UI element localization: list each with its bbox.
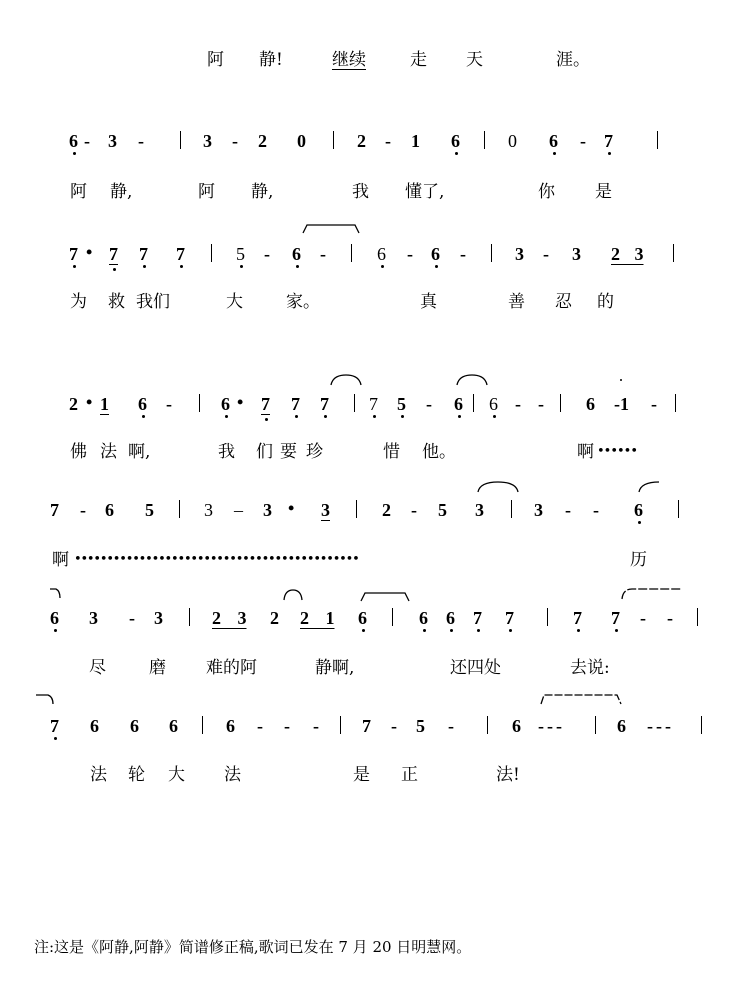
barline [354, 394, 355, 412]
note: 3 [154, 608, 163, 628]
note: 7 [604, 131, 613, 151]
title-word: 继续 [332, 50, 366, 70]
note: - [593, 500, 599, 520]
note: 6 [69, 131, 78, 151]
note: 6 [617, 716, 626, 736]
lyric: 我 [218, 442, 235, 462]
note: 7 [50, 716, 59, 736]
note: 7 [291, 394, 300, 414]
tie-mark [455, 373, 489, 387]
note: 6 [169, 716, 178, 736]
note: - [448, 716, 454, 736]
slur-mark [620, 586, 684, 600]
note: 7 [261, 394, 270, 414]
lyric: 们 [256, 442, 273, 462]
note: - [411, 500, 417, 520]
note: – [234, 500, 243, 520]
note: - [407, 244, 413, 264]
note: 6 [50, 608, 59, 628]
lyric: 啊, [128, 442, 151, 462]
note: • [86, 392, 93, 412]
note: 7 [611, 608, 620, 628]
note: 3 [515, 244, 524, 264]
note: - [320, 244, 326, 264]
lyric: 静, [110, 182, 133, 202]
slur-mark [359, 590, 411, 602]
title-word: 天 [466, 50, 483, 70]
barline [547, 608, 548, 626]
barline [202, 716, 203, 734]
note: 7 [176, 244, 185, 264]
lyric: 大 [168, 765, 185, 785]
lyric: 正 [401, 765, 418, 785]
lyric: 静啊, [315, 658, 355, 678]
lyric: 要 [280, 442, 297, 462]
low-octave-dot [435, 265, 438, 268]
low-octave-dot [142, 415, 145, 418]
note: 6 [377, 244, 386, 264]
barline [678, 500, 679, 518]
note: 0 [508, 131, 517, 151]
low-octave-dot [455, 152, 458, 155]
lyric: 的 [597, 292, 614, 312]
low-octave-dot [324, 415, 327, 418]
note: 6 [221, 394, 230, 414]
note: 2 3 [212, 608, 247, 628]
note: 2 1 [300, 608, 335, 628]
note: 6 [226, 716, 235, 736]
lyric: 去说: [570, 658, 610, 678]
note: - [264, 244, 270, 264]
note: - [515, 394, 521, 414]
lyric: 尽 [89, 658, 106, 678]
note: 6 [512, 716, 521, 736]
lyric: 法! [496, 765, 520, 785]
lyric-dots: •••••• [597, 444, 638, 459]
note: 2 [69, 394, 78, 414]
note: 6 [90, 716, 99, 736]
slur-mark [48, 586, 62, 600]
low-octave-dot [240, 265, 243, 268]
note: 3 [321, 500, 330, 520]
lyric: 我 [352, 182, 369, 202]
barline [484, 131, 485, 149]
low-octave-dot [615, 629, 618, 632]
barline [392, 608, 393, 626]
barline [673, 244, 674, 262]
low-octave-dot [477, 629, 480, 632]
note: - [313, 716, 319, 736]
note: 3 [475, 500, 484, 520]
low-octave-dot [225, 415, 228, 418]
note: - [580, 131, 586, 151]
lyric: 我们 [136, 292, 170, 312]
note: - [667, 608, 673, 628]
note: 7 [139, 244, 148, 264]
note: - [538, 394, 544, 414]
note: 0 [297, 131, 306, 151]
note: 7 [505, 608, 514, 628]
barline [211, 244, 212, 262]
note: 3 [534, 500, 543, 520]
low-octave-dot [401, 415, 404, 418]
lyric: 惜 [383, 442, 400, 462]
low-octave-dot [509, 629, 512, 632]
note: 7 [362, 716, 371, 736]
lyric: 法 [100, 442, 117, 462]
low-octave-dot [577, 629, 580, 632]
note: --- [538, 716, 565, 736]
lyric: 是 [595, 182, 612, 202]
slur-mark [476, 480, 520, 494]
tie-mark [329, 373, 363, 387]
barline [657, 131, 658, 149]
low-octave-dot [381, 265, 384, 268]
note: - [385, 131, 391, 151]
lyric: 家。 [286, 292, 320, 312]
lyric: 他。 [422, 442, 456, 462]
note: 6 [451, 131, 460, 151]
note: - [426, 394, 432, 414]
note: 3 [204, 500, 213, 520]
lyric: 难的阿 [206, 658, 257, 678]
lyric: 救 [108, 292, 125, 312]
barline [701, 716, 702, 734]
note: 6 [549, 131, 558, 151]
note: - [129, 608, 135, 628]
note: - [284, 716, 290, 736]
footnote: 注:这是《阿静,阿静》简谱修正稿,歌词已发在 7 月 20 日明慧网。 [34, 938, 472, 956]
barline [487, 716, 488, 734]
low-octave-dot [493, 415, 496, 418]
note: 7 [109, 244, 118, 264]
note: - [232, 131, 238, 151]
barline [351, 244, 352, 262]
lyric: 佛 [70, 442, 87, 462]
note: 5 [438, 500, 447, 520]
lyric: 啊 [577, 442, 594, 462]
note: 3 [203, 131, 212, 151]
note: 7 [573, 608, 582, 628]
lyric: 阿 [198, 182, 215, 202]
note: 6 [419, 608, 428, 628]
low-octave-dot [113, 268, 116, 271]
low-octave-dot [423, 629, 426, 632]
lyric: 历 [630, 550, 647, 570]
low-octave-dot [265, 418, 268, 421]
note: 3 [572, 244, 581, 264]
barline [560, 394, 561, 412]
high-octave-dot [620, 379, 622, 381]
lyric: 是 [353, 765, 370, 785]
low-octave-dot [143, 265, 146, 268]
note: - [166, 394, 172, 414]
lyric: 真 [420, 292, 437, 312]
low-octave-dot [73, 265, 76, 268]
note: 6 [489, 394, 498, 414]
lyric: 你 [538, 182, 555, 202]
title-word: 阿 [207, 50, 224, 70]
note: - [651, 394, 657, 414]
note: - [460, 244, 466, 264]
tie-mark [282, 588, 304, 602]
lyric: 懂了, [405, 182, 445, 202]
note: 6 [358, 608, 367, 628]
lyric: 还四处 [450, 658, 501, 678]
barline [199, 394, 200, 412]
low-octave-dot [54, 737, 57, 740]
title-word: 走 [410, 50, 427, 70]
note: • [288, 498, 295, 518]
note: • [86, 242, 93, 262]
low-octave-dot [180, 265, 183, 268]
lyric: 法 [224, 765, 241, 785]
slur-mark [539, 692, 623, 706]
note: 2 [357, 131, 366, 151]
lyric: 珍 [306, 442, 323, 462]
title-word: 涯。 [556, 50, 590, 70]
low-octave-dot [638, 521, 641, 524]
note: - [543, 244, 549, 264]
note: 5 [416, 716, 425, 736]
title-word: 静! [259, 50, 283, 70]
note: 3 [108, 131, 117, 151]
note: 7 [50, 500, 59, 520]
barline [675, 394, 676, 412]
note: - [80, 500, 86, 520]
note: - [391, 716, 397, 736]
note: 7 [369, 394, 378, 414]
lyric: 忍 [555, 292, 572, 312]
note: 6 [454, 394, 463, 414]
note: 6 [431, 244, 440, 264]
low-octave-dot [295, 415, 298, 418]
note: 6 [634, 500, 643, 520]
note: 5 [145, 500, 154, 520]
low-octave-dot [296, 265, 299, 268]
slur-mark [34, 692, 56, 706]
note: 7 [473, 608, 482, 628]
note: --- [647, 716, 674, 736]
note: 1 [411, 131, 420, 151]
barline [356, 500, 357, 518]
barline [189, 608, 190, 626]
barline [697, 608, 698, 626]
note: - [640, 608, 646, 628]
note: 2 3 [611, 244, 644, 264]
lyric-dots: •••••••••••••••••••••••••••••••••••••••••••• [74, 552, 359, 567]
note: 6 [130, 716, 139, 736]
barline [595, 716, 596, 734]
low-octave-dot [362, 629, 365, 632]
low-octave-dot [73, 152, 76, 155]
lyric: 磨 [149, 658, 166, 678]
note: 5 [397, 394, 406, 414]
lyric: 法 [90, 765, 107, 785]
note: - [84, 131, 90, 151]
lyric: 大 [226, 292, 243, 312]
barline [333, 131, 334, 149]
slur-mark [637, 480, 661, 494]
note: 6 [446, 608, 455, 628]
note: 7 [69, 244, 78, 264]
note: - [138, 131, 144, 151]
low-octave-dot [54, 629, 57, 632]
note: 6 [586, 394, 595, 414]
low-octave-dot [608, 152, 611, 155]
note: 6 [105, 500, 114, 520]
note: -1 [614, 394, 629, 414]
note: 5 [236, 244, 245, 264]
note: - [257, 716, 263, 736]
note: 2 [258, 131, 267, 151]
barline [473, 394, 474, 412]
note: - [565, 500, 571, 520]
note: 6 [138, 394, 147, 414]
lyric: 善 [508, 292, 525, 312]
note: 1 [100, 394, 109, 414]
slur-mark [301, 222, 361, 234]
low-octave-dot [450, 629, 453, 632]
low-octave-dot [373, 415, 376, 418]
note: 3 [89, 608, 98, 628]
barline [340, 716, 341, 734]
lyric: 阿 [70, 182, 87, 202]
note: 3 [263, 500, 272, 520]
low-octave-dot [458, 415, 461, 418]
note: 2 [270, 608, 279, 628]
low-octave-dot [553, 152, 556, 155]
note: • [237, 392, 244, 412]
barline [511, 500, 512, 518]
barline [179, 500, 180, 518]
lyric: 轮 [128, 765, 145, 785]
barline [491, 244, 492, 262]
note: 7 [320, 394, 329, 414]
lyric: 静, [251, 182, 274, 202]
note: 2 [382, 500, 391, 520]
lyric: 啊 [52, 550, 69, 570]
lyric: 为 [70, 292, 87, 312]
note: 6 [292, 244, 301, 264]
barline [180, 131, 181, 149]
